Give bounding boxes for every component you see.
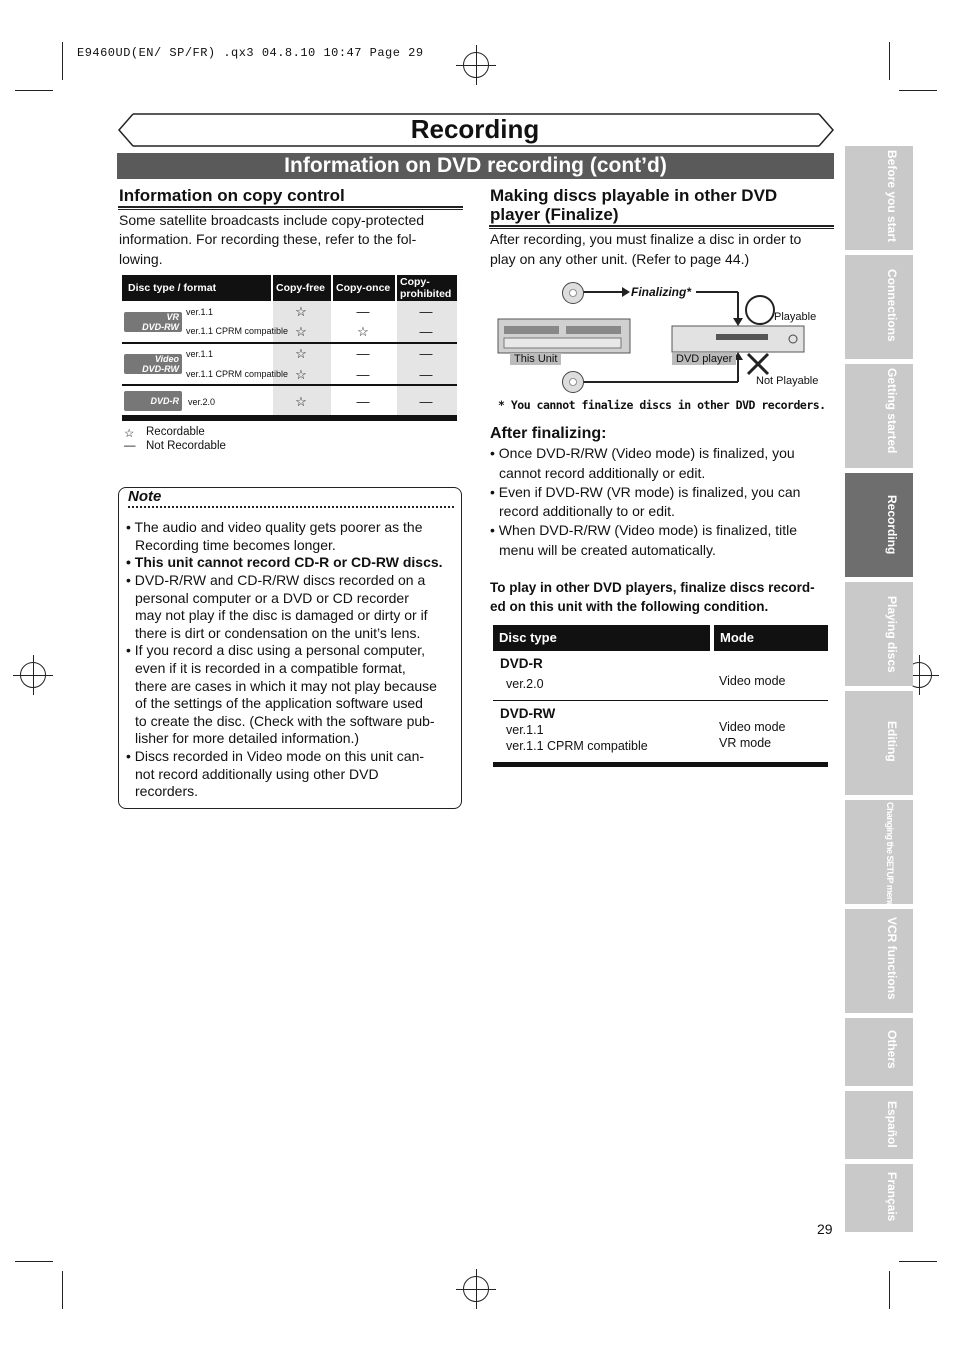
copy-once-symbol: — (356, 346, 370, 361)
note-divider (128, 506, 454, 508)
format-version: ver.1.1 (186, 349, 214, 359)
dvd-rw-video-logo-icon: Video DVD-RW (124, 354, 182, 374)
note-line: • If you record a disc using a personal computer, (126, 642, 426, 658)
copy-prohibited-symbol: — (419, 394, 433, 409)
copy-free-symbol: ☆ (295, 304, 307, 319)
heading-rule (489, 228, 834, 229)
after-line: • Once DVD-R/RW (Video mode) is finalized, you (490, 445, 795, 461)
crop-mark (899, 90, 937, 91)
table-row-separator (122, 384, 457, 386)
note-line: there is dirt or condensation on the unit’s lens. (135, 625, 421, 641)
finalizing-label: Finalizing* (631, 285, 691, 299)
section-title: Information on DVD recording (cont’d) (117, 153, 834, 179)
crop-mark (889, 1271, 890, 1309)
page-title: Recording (410, 114, 540, 144)
after-line: record additionally to or edit. (499, 503, 675, 519)
note-line: lisher for more detailed information.) (135, 730, 360, 746)
crop-mark (15, 90, 53, 91)
disc-type-cell: DVD-RW (500, 706, 556, 721)
copy-free-symbol: ☆ (295, 324, 307, 339)
diagram-footnote: * You cannot finalize discs in other DVD recorders. (498, 398, 826, 412)
copy-once-symbol: — (356, 367, 370, 382)
side-tab-francais[interactable]: Français (845, 1164, 913, 1232)
mode-cell: Video mode (719, 720, 786, 734)
crop-mark (15, 1261, 53, 1262)
crop-mark (889, 42, 890, 80)
copy-control-intro-2: information. For recording these, refer to the fol- (119, 231, 417, 247)
format-version: ver.1.1 CPRM compatible (186, 369, 289, 379)
note-line: not record additionally using other DVD (135, 766, 379, 782)
legend-label: Recordable (146, 426, 205, 438)
copy-prohibited-symbol: — (419, 324, 433, 339)
after-line: cannot record additionally or edit. (499, 465, 706, 481)
side-tab-editing[interactable]: Editing (845, 691, 913, 795)
after-finalizing-heading: After finalizing: (490, 425, 607, 442)
crop-mark (899, 1261, 937, 1262)
finalize-heading-1: Making discs playable in other DVD (490, 186, 778, 205)
side-tab-recording[interactable]: Recording (845, 473, 913, 577)
note-line: • The audio and video quality gets poorer as the (126, 519, 423, 535)
copy-prohibited-symbol: — (419, 346, 433, 361)
version-cell: ver.1.1 CPRM compatible (506, 739, 648, 753)
table-row-separator (493, 700, 828, 701)
note-title: Note (128, 488, 162, 505)
table-header-copy-free: Copy-free (273, 275, 331, 301)
side-tab-connections[interactable]: Connections (845, 255, 913, 359)
copy-free-symbol: ☆ (295, 367, 307, 382)
note-line: recorders. (135, 783, 199, 799)
copy-control-intro-1: Some satellite broadcasts include copy-protected (119, 212, 425, 228)
finalize-intro-1: After recording, you must finalize a disc in order to (490, 231, 802, 247)
table-header-disc-type: Disc type / format (122, 275, 271, 301)
copy-control-heading: Information on copy control (119, 186, 345, 205)
condition-line-2: ed on this unit with the following condition. (490, 599, 769, 614)
mode-cell: Video mode (719, 674, 786, 688)
format-version: ver.1.1 (186, 307, 214, 317)
note-line: even if it is recorded in a compatible format, (135, 660, 406, 676)
playable-label: Playable (774, 311, 817, 323)
table-bottom-rule (122, 415, 457, 421)
copy-once-symbol: — (356, 304, 370, 319)
format-version: ver.2.0 (188, 397, 216, 407)
side-tab-changing-setup-menu[interactable]: Changing the SETUP menu (845, 800, 913, 904)
copy-once-symbol: — (356, 394, 370, 409)
version-cell: ver.1.1 (506, 723, 544, 737)
this-unit-label: This Unit (510, 353, 561, 365)
table-header-copy-prohibited: Copy- prohibited (397, 275, 457, 301)
side-tab-getting-started[interactable]: Getting started (845, 364, 913, 468)
copy-free-symbol: ☆ (295, 346, 307, 361)
registration-mark-icon (20, 662, 46, 688)
after-line: • When DVD-R/RW (Video mode) is finalized, title (490, 522, 798, 538)
copy-control-intro-3: lowing. (119, 251, 163, 267)
note-line: to create the disc. (Check with the software pub- (135, 713, 435, 729)
table-header-copy-once: Copy-once (333, 275, 395, 301)
disc-icon (562, 371, 584, 393)
side-tab-vcr-functions[interactable]: VCR functions (845, 909, 913, 1013)
print-header: E9460UD(EN/ SP/FR) .qx3 04.8.10 10:47 Page 29 (77, 46, 424, 60)
table-row-separator (122, 342, 457, 344)
side-tab-espanol[interactable]: Español (845, 1091, 913, 1159)
table-header-disc-type: Disc type (493, 625, 710, 651)
note-line: • DVD-R/RW and CD-R/RW discs recorded on a (126, 572, 426, 588)
version-cell: ver.2.0 (506, 677, 544, 691)
mode-cell: VR mode (719, 736, 772, 750)
copy-prohibited-symbol: — (419, 304, 433, 319)
finalize-heading-2: player (Finalize) (490, 205, 619, 224)
condition-line-1: To play in other DVD players, finalize discs record- (490, 580, 815, 595)
after-line: menu will be created automatically. (499, 542, 716, 558)
dvd-player-label: DVD player (672, 353, 736, 365)
heading-rule (489, 225, 834, 227)
table-bottom-rule (493, 762, 828, 767)
note-line: • Discs recorded in Video mode on this unit can- (126, 748, 425, 764)
note-line: there are cases in which it may not play because (135, 678, 437, 694)
legend-symbol: ☆ (124, 428, 135, 440)
crop-mark (62, 1271, 63, 1309)
table-header-mode: Mode (714, 625, 828, 651)
note-line: may not play if the disc is damaged or dirty or if (135, 607, 428, 623)
finalize-intro-2: play on any other unit. (Refer to page 44.) (490, 251, 750, 267)
not-playable-label: Not Playable (756, 375, 819, 387)
note-line: of the settings of the application software used (135, 695, 423, 711)
disc-type-cell: DVD-R (500, 656, 543, 671)
after-line: • Even if DVD-RW (VR mode) is finalized, you can (490, 484, 801, 500)
heading-rule (118, 209, 463, 210)
copy-free-symbol: ☆ (295, 394, 307, 409)
copy-prohibited-symbol: — (419, 367, 433, 382)
copy-once-symbol: ☆ (357, 324, 369, 339)
crop-mark (62, 42, 63, 80)
heading-rule (118, 206, 463, 208)
disc-icon (562, 282, 584, 304)
dvd-rw-vr-logo-icon: VR DVD-RW (124, 312, 182, 332)
format-version: ver.1.1 CPRM compatible (186, 326, 289, 336)
legend-symbol: — (124, 440, 136, 452)
registration-mark-icon (463, 1276, 489, 1302)
note-line: personal computer or a DVD or CD recorder (135, 590, 409, 606)
side-tab-others[interactable]: Others (845, 1018, 913, 1086)
registration-mark-icon (463, 52, 489, 78)
legend-label: Not Recordable (146, 440, 226, 452)
dvd-r-logo-icon: DVD-R (124, 391, 182, 411)
note-line: Recording time becomes longer. (135, 537, 336, 553)
page-number: 29 (817, 1221, 833, 1237)
side-tab-playing-discs[interactable]: Playing discs (845, 582, 913, 686)
note-line: • This unit cannot record CD-R or CD-RW discs. (126, 554, 443, 570)
side-tab-before-you-start[interactable]: Before you start (845, 146, 913, 250)
